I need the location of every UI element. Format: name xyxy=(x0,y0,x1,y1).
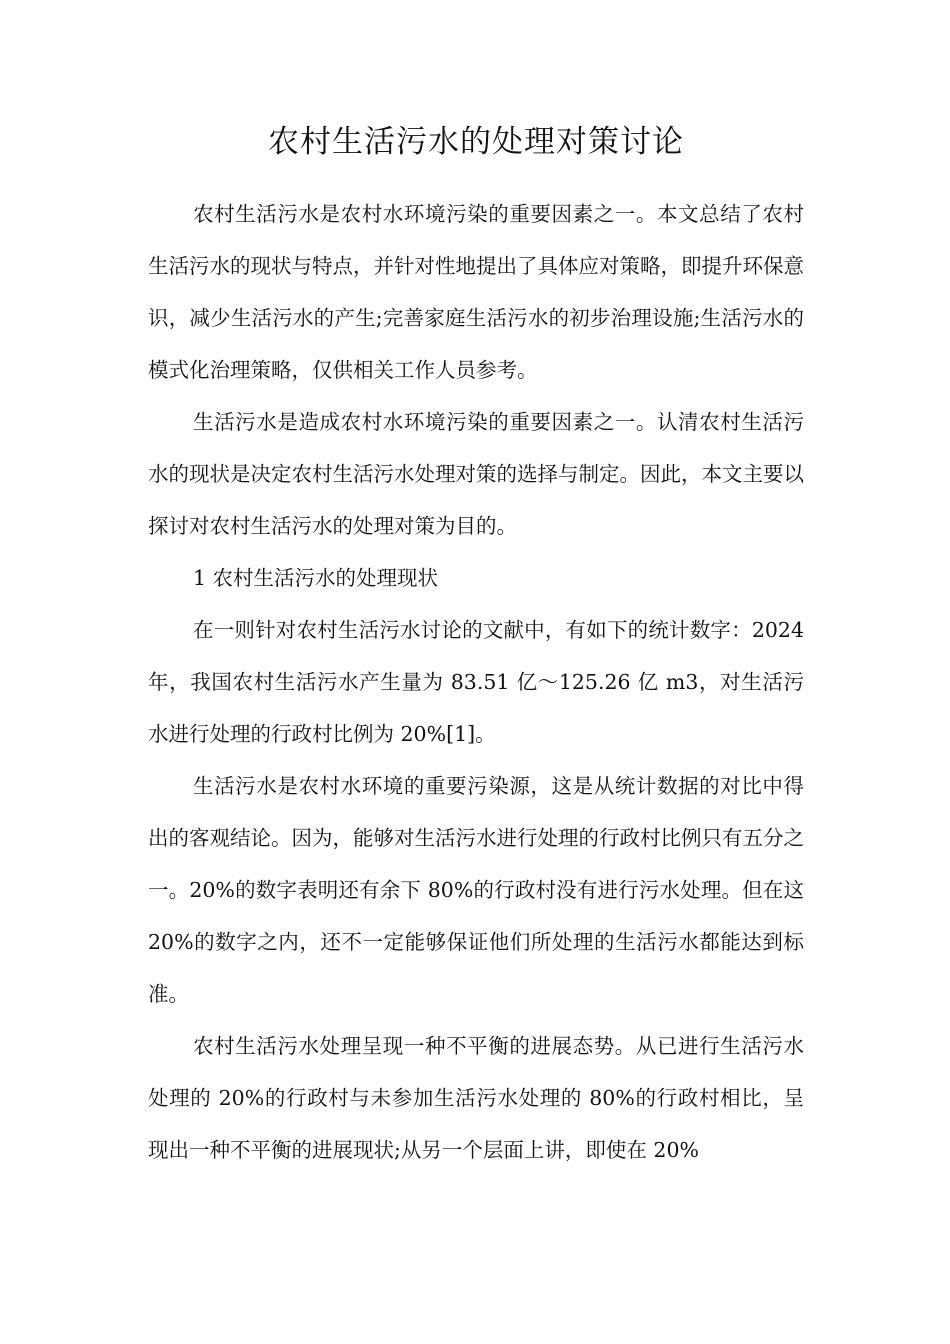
paragraph-statistics: 在一则针对农村生活污水讨论的文献中，有如下的统计数字：2024 年，我国农村生活污水产生量为 83.51 亿～125.26 亿 m3，对生活污水进行处理的行政村比例为 20%[1]。 xyxy=(148,618,804,746)
paragraph-abstract: 农村生活污水是农村水环境污染的重要因素之一。本文总结了农村生活污水的现状与特点，并针对性地提出了具体应对策略，即提升环保意识，减少生活污水的产生;完善家庭生活污水的初步治理设施;生活污水的模式化治理策略，仅供相关工作人员参考。 xyxy=(148,202,804,382)
section-heading-1: 1 农村生活污水的处理现状 xyxy=(193,566,439,590)
paragraph-imbalance: 农村生活污水处理呈现一种不平衡的进展态势。从已进行生活污水处理的 20%的行政村与未参加生活污水处理的 80%的行政村相比，呈现出一种不平衡的进展现状;从另一个层面上讲，即使在 20% xyxy=(148,1034,804,1162)
paragraph-pollution-source: 生活污水是农村水环境的重要污染源，这是从统计数据的对比中得出的客观结论。因为，能够对生活污水进行处理的行政村比例只有五分之一。20%的数字表明还有余下 80%的行政村没有进行污水处理。但在这 20%的数字之内，还不一定能够保证他们所处理的生活污水都能达到标准。 xyxy=(148,774,804,1006)
paragraph-intro: 生活污水是造成农村水环境污染的重要因素之一。认清农村生活污水的现状是决定农村生活污水处理对策的选择与制定。因此，本文主要以探讨对农村生活污水的处理对策为目的。 xyxy=(148,410,804,538)
document-body xyxy=(148,188,804,1176)
document-title: 农村生活污水的处理对策讨论 xyxy=(268,124,684,160)
